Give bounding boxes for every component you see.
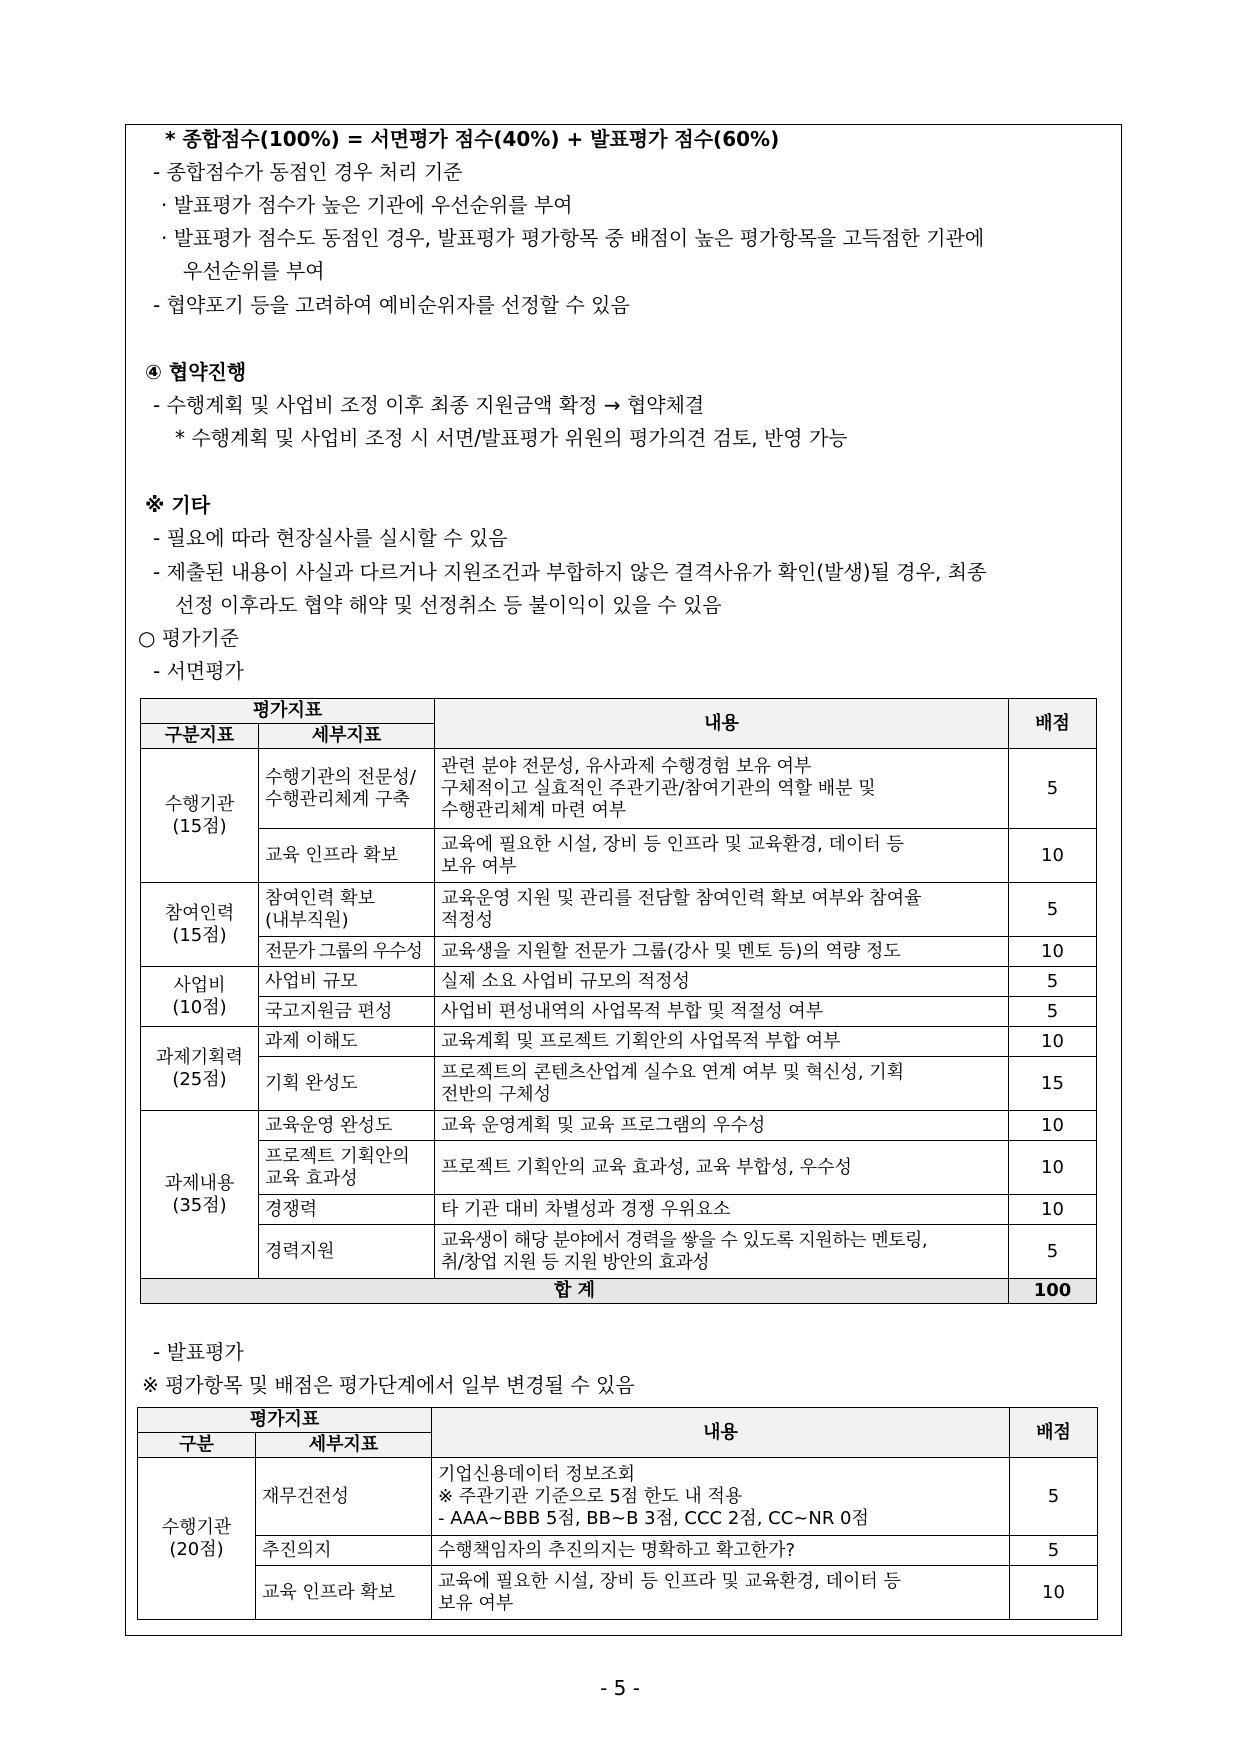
total-label: 합 계 (141, 1279, 1009, 1304)
etc-item-1: - 필요에 따라 현장실사를 실시할 수 있음 (153, 526, 508, 550)
content-cell: 기업신용데이터 정보조회 ※ 주관기관 기준으로 5점 한도 내 적용 - AAA~BBB 5점, BB~B 3점, CCC 2점, CC~NR 0점 (432, 1458, 1010, 1536)
score-cell: 5 (1009, 749, 1097, 829)
detail-cell: 교육 인프라 확보 (259, 829, 435, 883)
score-cell: 10 (1009, 1195, 1097, 1225)
content-cell: 교육에 필요한 시설, 장비 등 인프라 및 교육환경, 데이터 등 보유 여부 (435, 829, 1009, 883)
header-category: 구분지표 (141, 724, 259, 749)
content-cell: 실제 소요 사업비 규모의 적정성 (435, 967, 1009, 997)
presentation-eval-table (137, 1407, 1098, 1620)
category-cell: 수행기관 (20점) (138, 1458, 256, 1620)
category-cell: 과제내용 (35점) (141, 1111, 259, 1279)
detail-cell: 경쟁력 (259, 1195, 435, 1225)
category-cell: 과제기획력 (25점) (141, 1027, 259, 1111)
tie-rule: - 종합점수가 동점인 경우 처리 기준 (153, 160, 463, 184)
table-row (141, 1027, 1097, 1057)
reserve-note: - 협약포기 등을 고려하여 예비순위자를 선정할 수 있음 (153, 293, 630, 317)
score-cell: 10 (1009, 1027, 1097, 1057)
content-cell: 교육생이 해당 분야에서 경력을 쌓을 수 있도록 지원하는 멘토링, 취/창업 지원 등 지원 방안의 효과성 (435, 1225, 1009, 1279)
category-cell: 수행기관 (15점) (141, 749, 259, 883)
total-row (141, 1279, 1097, 1304)
tie-rule-item-1: · 발표평가 점수가 높은 기관에 우선순위를 부여 (161, 193, 573, 217)
score-cell: 5 (1009, 967, 1097, 997)
content-cell: 프로젝트의 콘텐츠산업계 실수요 연계 여부 및 혁신성, 기획 전반의 구체성 (435, 1057, 1009, 1111)
written-eval-table (140, 698, 1097, 1304)
table-row (138, 1536, 1098, 1566)
presentation-eval-heading: - 발표평가 (153, 1340, 244, 1364)
score-cell: 5 (1010, 1458, 1098, 1536)
table-row (141, 1195, 1097, 1225)
score-cell: 10 (1009, 829, 1097, 883)
category-cell: 사업비 (10점) (141, 967, 259, 1027)
header-detail: 세부지표 (259, 724, 435, 749)
tie-rule-item-2-cont: 우선순위를 부여 (183, 259, 325, 283)
header-score: 배점 (1009, 699, 1097, 749)
content-cell: 타 기관 대비 차별성과 경쟁 우위요소 (435, 1195, 1009, 1225)
table-row (141, 937, 1097, 967)
score-cell: 5 (1009, 883, 1097, 937)
score-cell: 10 (1009, 1111, 1097, 1141)
score-cell: 5 (1009, 997, 1097, 1027)
table-row (141, 967, 1097, 997)
detail-cell: 수행기관의 전문성/ 수행관리체계 구축 (259, 749, 435, 829)
tie-rule-item-2: · 발표평가 점수도 동점인 경우, 발표평가 평가항목 중 배점이 높은 평가항목을 고득점한 기관에 (161, 226, 985, 250)
presentation-eval-note: ※ 평가항목 및 배점은 평가단계에서 일부 변경될 수 있음 (142, 1373, 635, 1397)
header-detail: 세부지표 (256, 1433, 432, 1458)
agreement-item-1: - 수행계획 및 사업비 조정 이후 최종 지원금액 확정 → 협약체결 (153, 393, 705, 417)
written-eval-heading: - 서면평가 (153, 659, 244, 683)
content-cell: 교육생을 지원할 전문가 그룹(강사 및 멘토 등)의 역량 정도 (435, 937, 1009, 967)
detail-cell: 국고지원금 편성 (259, 997, 435, 1027)
table-row (141, 1111, 1097, 1141)
content-cell: 교육에 필요한 시설, 장비 등 인프라 및 교육환경, 데이터 등 보유 여부 (432, 1566, 1010, 1620)
score-cell: 5 (1010, 1536, 1098, 1566)
total-score: 100 (1009, 1279, 1097, 1304)
etc-item-2-cont: 선정 이후라도 협약 해약 및 선정취소 등 불이익이 있을 수 있음 (175, 593, 722, 617)
detail-cell: 교육 인프라 확보 (256, 1566, 432, 1620)
detail-cell: 사업비 규모 (259, 967, 435, 997)
table-row (141, 997, 1097, 1027)
agreement-heading: ④ 협약진행 (145, 360, 247, 384)
score-cell: 10 (1010, 1566, 1098, 1620)
score-cell: 10 (1009, 937, 1097, 967)
table-row (138, 1566, 1098, 1620)
header-indicator: 평가지표 (141, 699, 435, 724)
category-cell: 참여인력 (15점) (141, 883, 259, 967)
detail-cell: 기획 완성도 (259, 1057, 435, 1111)
content-cell: 관련 분야 전문성, 유사과제 수행경험 보유 여부 구체적이고 실효적인 주관기관/참여기관의 역할 배분 및 수행관리체계 마련 여부 (435, 749, 1009, 829)
table-row (141, 883, 1097, 937)
header-score: 배점 (1010, 1408, 1098, 1458)
header-category: 구분 (138, 1433, 256, 1458)
etc-heading: ※ 기타 (145, 493, 211, 517)
content-cell: 사업비 편성내역의 사업목적 부합 및 적절성 여부 (435, 997, 1009, 1027)
header-content: 내용 (435, 699, 1009, 749)
detail-cell: 참여인력 확보 (내부직원) (259, 883, 435, 937)
table-row (141, 1225, 1097, 1279)
score-formula: * 종합점수(100%) = 서면평가 점수(40%) + 발표평가 점수(60%) (165, 127, 780, 151)
score-cell: 10 (1009, 1141, 1097, 1195)
table-row (141, 829, 1097, 883)
table-row (141, 749, 1097, 829)
detail-cell: 전문가 그룹의 우수성 (259, 937, 435, 967)
detail-cell: 프로젝트 기획안의 교육 효과성 (259, 1141, 435, 1195)
content-cell: 교육 운영계획 및 교육 프로그램의 우수성 (435, 1111, 1009, 1141)
table-row (141, 1141, 1097, 1195)
criteria-heading: ○ 평가기준 (138, 626, 240, 650)
table-row (138, 1458, 1098, 1536)
detail-cell: 경력지원 (259, 1225, 435, 1279)
detail-cell: 교육운영 완성도 (259, 1111, 435, 1141)
detail-cell: 과제 이해도 (259, 1027, 435, 1057)
detail-cell: 재무건전성 (256, 1458, 432, 1536)
header-indicator: 평가지표 (138, 1408, 432, 1433)
etc-item-2: - 제출된 내용이 사실과 다르거나 지원조건과 부합하지 않은 결격사유가 확인(발생)될 경우, 최종 (153, 560, 987, 584)
content-cell: 교육운영 지원 및 관리를 전담할 참여인력 확보 여부와 참여율 적정성 (435, 883, 1009, 937)
content-cell: 수행책임자의 추진의지는 명확하고 확고한가? (432, 1536, 1010, 1566)
agreement-item-2: * 수행계획 및 사업비 조정 시 서면/발표평가 위원의 평가의견 검토, 반영 가능 (175, 426, 848, 450)
score-cell: 5 (1009, 1225, 1097, 1279)
content-cell: 교육계획 및 프로젝트 기획안의 사업목적 부합 여부 (435, 1027, 1009, 1057)
table-row (141, 1057, 1097, 1111)
score-cell: 15 (1009, 1057, 1097, 1111)
header-content: 내용 (432, 1408, 1010, 1458)
detail-cell: 추진의지 (256, 1536, 432, 1566)
page-number: - 5 - (600, 1676, 640, 1700)
content-cell: 프로젝트 기획안의 교육 효과성, 교육 부합성, 우수성 (435, 1141, 1009, 1195)
